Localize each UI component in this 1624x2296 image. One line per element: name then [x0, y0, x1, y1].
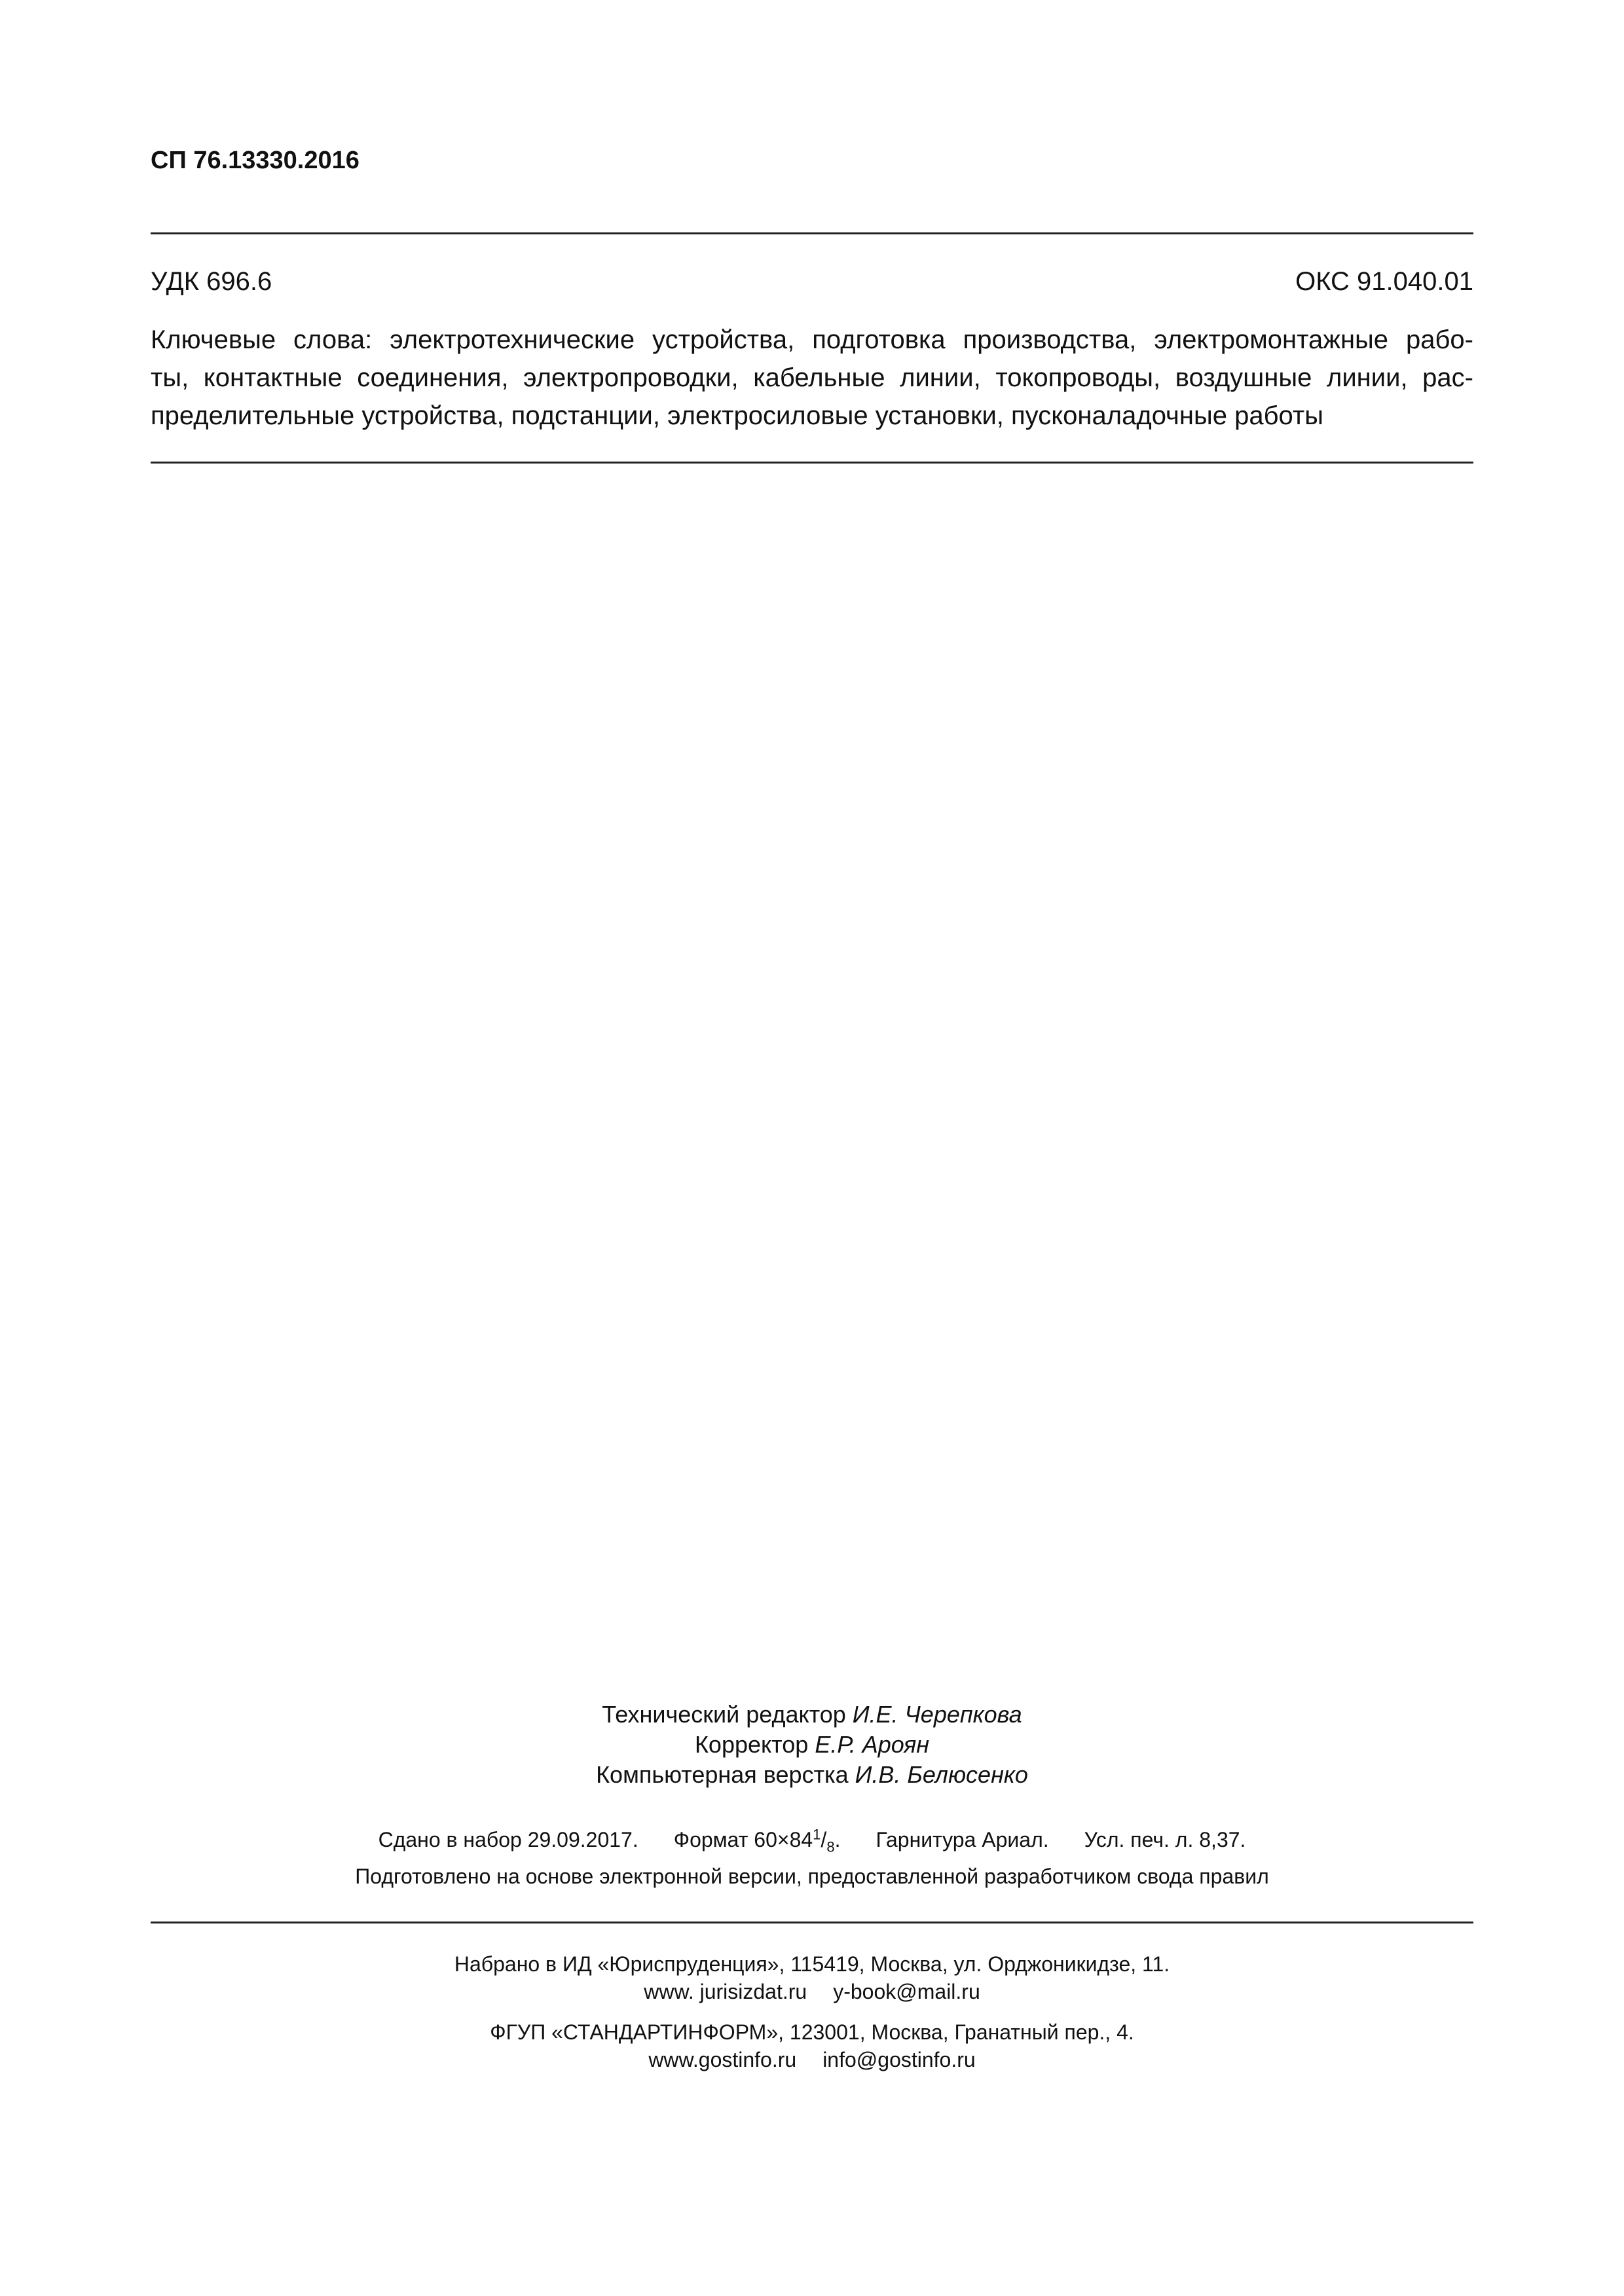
- tech-editor-name: И.Е. Черепкова: [852, 1701, 1022, 1728]
- typesetter-contacts: [151, 1978, 1473, 2005]
- document-code: СП 76.13330.2016: [151, 147, 360, 174]
- corrector-line: [151, 1730, 1473, 1760]
- typesetter-website: www. jurisizdat.ru: [644, 1980, 807, 2003]
- layout-label: Компьютерная верстка: [596, 1761, 849, 1788]
- publisher-website: www.gostinfo.ru: [648, 2048, 797, 2071]
- layout-name: И.В. Белюсенко: [855, 1761, 1028, 1788]
- typesetter-email: y-book@mail.ru: [833, 1980, 980, 2003]
- top-divider: [151, 232, 1473, 234]
- prepared-note: Подготовлено на основе электронной версии, предоставленной разработчиком свода правил: [355, 1865, 1269, 1888]
- corrector-label: Корректор: [694, 1731, 809, 1758]
- imprint-divider: [151, 1922, 1473, 1923]
- submitted-date: Сдано в набор 29.09.2017.: [378, 1828, 638, 1851]
- typeface: Гарнитура Ариал.: [876, 1828, 1049, 1851]
- layout-line: [151, 1760, 1473, 1790]
- udk-code: УДК 696.6: [151, 267, 272, 296]
- keywords-paragraph: [151, 321, 1473, 435]
- credits-block: [151, 1700, 1473, 1790]
- tech-editor-line: [151, 1700, 1473, 1730]
- keywords-line: Ключевые слова: электротехнические устройства, подготовка производства, электромонтажные рабо-: [151, 325, 1473, 354]
- keywords-divider: [151, 462, 1473, 464]
- typesetter-line: Набрано в ИД «Юриспруденция», 115419, Москва, ул. Орджоникидзе, 11.: [454, 1952, 1170, 1976]
- publisher-line: ФГУП «СТАНДАРТИНФОРМ», 123001, Москва, Гранатный пер., 4.: [490, 2020, 1134, 2044]
- print-sheets: Усл. печ. л. 8,37.: [1084, 1828, 1246, 1851]
- keywords-line: пределительные устройства, подстанции, электросиловые установки, пусконаладочные работы: [151, 401, 1323, 430]
- keywords-line: ты, контактные соединения, электропроводки, кабельные линии, токопроводы, воздушные линии, рас-: [151, 363, 1473, 392]
- paper-format: Формат $60\times 84^1/_8$.: [673, 1826, 841, 1855]
- imprint-line: [151, 1827, 1473, 1853]
- publisher-contacts: [151, 2047, 1473, 2073]
- oks-code: ОКС 91.040.01: [1295, 267, 1473, 296]
- publisher-email: info@gostinfo.ru: [822, 2048, 976, 2071]
- tech-editor-label: Технический редактор: [602, 1701, 846, 1728]
- corrector-name: Е.Р. Ароян: [815, 1731, 930, 1758]
